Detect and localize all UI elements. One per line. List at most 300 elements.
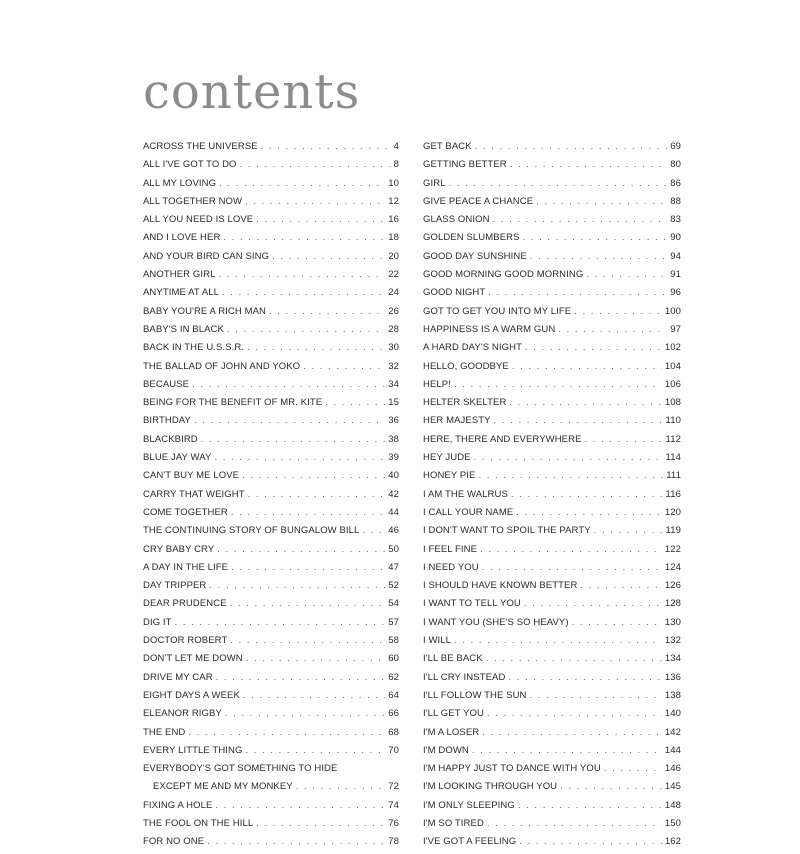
dot-leader <box>325 396 385 410</box>
toc-entry-title: BIRTHDAY <box>143 415 191 427</box>
toc-entry-page: 83 <box>670 214 681 226</box>
dot-leader <box>454 378 662 392</box>
dot-leader <box>488 286 667 300</box>
dot-leader <box>217 543 385 557</box>
toc-entry <box>423 268 681 286</box>
toc-entry <box>423 213 681 231</box>
toc-entry-page: 96 <box>670 287 681 299</box>
toc-entry-page: 47 <box>388 561 399 573</box>
toc-entry-title: A DAY IN THE LIFE <box>143 561 229 573</box>
toc-entry-title: I'LL BE BACK <box>423 653 483 665</box>
toc-entry <box>423 469 681 487</box>
toc-entry-title: THE CONTINUING STORY OF BUNGALOW BILL <box>143 525 360 537</box>
toc-entry-title: THE BALLAD OF JOHN AND YOKO <box>143 360 301 372</box>
toc-entry-title: THE END <box>143 726 186 738</box>
toc-entry-page: 36 <box>388 415 399 427</box>
toc-entry-title: GIRL <box>423 177 446 189</box>
toc-entry <box>423 671 681 689</box>
dot-leader <box>486 652 662 666</box>
toc-entry <box>423 652 681 670</box>
dot-leader <box>231 561 385 575</box>
toc-entry <box>143 213 399 231</box>
toc-entry-page: 58 <box>388 635 399 647</box>
toc-entry-title: I'M SO TIRED <box>423 817 484 829</box>
toc-entry <box>423 158 681 176</box>
toc-entry-title: ANYTIME AT ALL <box>143 287 220 299</box>
toc-entry-page: 88 <box>670 195 681 207</box>
toc-entry-title: BACK IN THE U.S.S.R. <box>143 342 245 354</box>
toc-entry <box>143 360 399 378</box>
toc-entry-page: 162 <box>664 836 681 848</box>
toc-entry-page: 124 <box>664 561 681 573</box>
toc-entry <box>143 177 399 195</box>
toc-entry-page: 66 <box>388 708 399 720</box>
toc-entry-title: I AM THE WALRUS <box>423 488 508 500</box>
toc-entry-page: 112 <box>665 433 681 445</box>
toc-entry-page: 10 <box>388 177 399 189</box>
toc-entry <box>143 305 399 323</box>
toc-entry-page: 42 <box>388 488 399 500</box>
toc-entry-page: 102 <box>664 342 681 354</box>
toc-entry-title: BABY YOU'RE A RICH MAN <box>143 305 266 317</box>
toc-entry <box>143 195 399 213</box>
toc-entry-title: I'M LOOKING THROUGH YOU <box>423 781 558 793</box>
toc-entry-title: GLASS ONION <box>423 214 490 226</box>
toc-entry <box>143 250 399 268</box>
toc-entry <box>423 616 681 634</box>
toc-entry-title: ALL YOU NEED IS LOVE <box>143 214 254 226</box>
toc-entry-title: EIGHT DAYS A WEEK <box>143 689 240 701</box>
toc-entry <box>423 488 681 506</box>
contents-left-column <box>143 140 399 854</box>
toc-entry-title: I SHOULD HAVE KNOWN BETTER <box>423 580 578 592</box>
toc-entry-page: 38 <box>388 433 399 445</box>
toc-entry <box>423 286 681 304</box>
toc-entry-page: 132 <box>664 635 681 647</box>
toc-entry <box>423 799 681 817</box>
toc-entry-page: 94 <box>670 250 681 262</box>
toc-entry-page: 130 <box>664 616 681 628</box>
toc-entry-page: 104 <box>664 360 681 372</box>
toc-entry <box>423 433 681 451</box>
dot-leader <box>525 341 662 355</box>
toc-entry-title: GOOD MORNING GOOD MORNING <box>423 269 584 281</box>
dot-leader <box>256 817 385 831</box>
dot-leader <box>478 469 663 483</box>
toc-entry-title: I FEEL FINE <box>423 543 478 555</box>
dot-leader <box>231 506 385 520</box>
dot-leader <box>261 140 391 154</box>
toc-entry <box>423 506 681 524</box>
dot-leader <box>296 780 385 794</box>
toc-entry <box>423 378 681 396</box>
dot-leader <box>240 158 391 172</box>
dot-leader <box>303 360 385 374</box>
toc-entry <box>143 835 399 853</box>
toc-entry-title: ALL MY LOVING <box>143 177 217 189</box>
toc-entry-title: BEING FOR THE BENEFIT OF MR. KITE <box>143 397 323 409</box>
toc-entry-page: 120 <box>664 506 681 518</box>
dot-leader <box>472 744 662 758</box>
toc-entry-title: I WILL <box>423 635 452 647</box>
dot-leader <box>219 177 385 191</box>
toc-entry-page: 70 <box>388 744 399 756</box>
toc-entry <box>143 799 399 817</box>
dot-leader <box>494 414 663 428</box>
toc-entry-title: EVERY LITTLE THING <box>143 744 243 756</box>
toc-entry <box>423 360 681 378</box>
dot-leader <box>245 195 385 209</box>
toc-entry <box>143 286 399 304</box>
toc-entry-page: 30 <box>388 342 399 354</box>
toc-entry-title: ANOTHER GIRL <box>143 269 216 281</box>
toc-entry <box>143 378 399 396</box>
toc-entry-title: I'VE GOT A FEELING <box>423 836 517 848</box>
toc-entry-title: BECAUSE <box>143 378 190 390</box>
dot-leader <box>512 360 662 374</box>
toc-entry-title: DON'T LET ME DOWN <box>143 653 243 665</box>
dot-leader <box>216 671 386 685</box>
toc-entry-title: ELEANOR RIGBY <box>143 708 222 720</box>
toc-entry-page: 91 <box>670 269 681 281</box>
toc-entry-page: 76 <box>388 817 399 829</box>
toc-entry-title: DAY TRIPPER <box>143 580 207 592</box>
toc-entry <box>143 671 399 689</box>
toc-entry <box>143 323 399 341</box>
toc-entry-title: I'LL CRY INSTEAD <box>423 671 506 683</box>
dot-leader <box>223 231 385 245</box>
toc-entry-page: 54 <box>388 598 399 610</box>
toc-entry-title: BLUE JAY WAY <box>143 452 212 464</box>
dot-leader <box>524 597 662 611</box>
toc-entry-title: BABY'S IN BLACK <box>143 323 224 335</box>
toc-entry <box>143 762 399 780</box>
toc-entry-title: CRY BABY CRY <box>143 543 215 555</box>
toc-entry-title: HAPPINESS IS A WARM GUN <box>423 323 556 335</box>
dot-leader <box>604 762 662 776</box>
dot-leader <box>242 469 385 483</box>
dot-leader <box>175 616 386 630</box>
toc-entry-title: A HARD DAY'S NIGHT <box>423 342 522 354</box>
dot-leader <box>482 561 662 575</box>
toc-entry-page: 144 <box>664 744 681 756</box>
dot-leader <box>474 451 663 465</box>
toc-entry <box>143 634 399 652</box>
toc-entry-title: CAN'T BUY ME LOVE <box>143 470 240 482</box>
toc-entry <box>423 780 681 798</box>
toc-entry-page: 86 <box>670 177 681 189</box>
dot-leader <box>586 268 667 282</box>
toc-entry-title: GOOD NIGHT <box>423 287 486 299</box>
toc-entry <box>423 341 681 359</box>
toc-entry-page: 28 <box>388 323 399 335</box>
toc-entry <box>143 543 399 561</box>
toc-entry-title: I NEED YOU <box>423 561 479 573</box>
toc-entry <box>143 506 399 524</box>
toc-entry-title: GOLDEN SLUMBERS <box>423 232 520 244</box>
toc-entry-page: 100 <box>664 305 681 317</box>
toc-entry-page: 126 <box>664 580 681 592</box>
toc-entry <box>423 561 681 579</box>
dot-leader <box>585 433 663 447</box>
toc-entry <box>423 396 681 414</box>
toc-entry <box>143 231 399 249</box>
toc-entry-page: 22 <box>388 269 399 281</box>
toc-entry-page: 111 <box>666 470 681 482</box>
toc-entry <box>423 177 681 195</box>
toc-entry-title: I'M HAPPY JUST TO DANCE WITH YOU <box>423 763 601 775</box>
dot-leader <box>560 780 662 794</box>
toc-entry-page: 62 <box>388 671 399 683</box>
toc-entry <box>143 652 399 670</box>
contents-right-column <box>423 140 681 854</box>
toc-entry-title: ACROSS THE UNIVERSE <box>143 141 258 152</box>
dot-leader <box>230 634 385 648</box>
toc-entry-page: 148 <box>664 799 681 811</box>
toc-entry-page: 69 <box>670 141 681 152</box>
toc-entry <box>143 396 399 414</box>
toc-entry-page: 146 <box>664 763 681 775</box>
toc-entry-title: DEAR PRUDENCE <box>143 598 227 610</box>
toc-entry-page: 39 <box>388 452 399 464</box>
toc-entry-title: I'LL GET YOU <box>423 708 484 720</box>
toc-entry <box>423 231 681 249</box>
dot-leader <box>518 799 662 813</box>
toc-entry-page: 64 <box>388 689 399 701</box>
toc-entry-title: HONEY PIE <box>423 470 476 482</box>
toc-entry-title: GOT TO GET YOU INTO MY LIFE <box>423 305 572 317</box>
toc-entry-page: 40 <box>388 470 399 482</box>
dot-leader <box>230 597 386 611</box>
toc-entry <box>143 561 399 579</box>
toc-entry-page: 24 <box>388 287 399 299</box>
toc-entry <box>143 744 399 762</box>
toc-entry-title: EXCEPT ME AND MY MONKEY <box>153 781 293 793</box>
toc-entry-page: 44 <box>388 506 399 518</box>
toc-entry-page: 78 <box>388 836 399 848</box>
dot-leader <box>516 506 662 520</box>
toc-entry-title: I'M ONLY SLEEPING <box>423 799 515 811</box>
toc-entry-title: I DON'T WANT TO SPOIL THE PARTY <box>423 525 591 537</box>
toc-entry-page: 15 <box>388 397 399 409</box>
toc-entry-page: 136 <box>664 671 681 683</box>
toc-entry-title: I'M A LOSER <box>423 726 480 738</box>
toc-entry <box>143 689 399 707</box>
toc-entry-title: ALL I'VE GOT TO DO <box>143 159 237 171</box>
dot-leader <box>510 158 667 172</box>
toc-entry <box>143 341 399 359</box>
dot-leader <box>201 433 385 447</box>
toc-entry-page: 142 <box>664 726 681 738</box>
toc-entry <box>423 634 681 652</box>
toc-entry <box>423 762 681 780</box>
dot-leader <box>194 414 385 428</box>
toc-entry-title: FIXING A HOLE <box>143 799 213 811</box>
toc-entry-page: 50 <box>388 543 399 555</box>
dot-leader <box>207 835 385 849</box>
toc-entry-page: 20 <box>388 250 399 262</box>
toc-entry-page: 150 <box>664 817 681 829</box>
toc-entry-page: 26 <box>388 305 399 317</box>
toc-entry <box>143 579 399 597</box>
dot-leader <box>530 689 662 703</box>
toc-entry-title: I WANT YOU (SHE'S SO HEAVY) <box>423 616 569 628</box>
dot-leader <box>209 579 385 593</box>
dot-leader <box>536 195 667 209</box>
toc-entry-page: 114 <box>665 452 681 464</box>
toc-entry-title: THE FOOL ON THE HILL <box>143 817 254 829</box>
dot-leader <box>272 250 385 264</box>
toc-entry-title: GOOD DAY SUNSHINE <box>423 250 527 262</box>
dot-leader <box>247 341 385 355</box>
dot-leader <box>508 671 661 685</box>
toc-entry <box>143 140 399 158</box>
toc-entry-page: 68 <box>388 726 399 738</box>
toc-entry <box>423 817 681 835</box>
toc-entry-title: BLACKBIRD <box>143 433 198 445</box>
toc-entry-title: HELTER SKELTER <box>423 397 507 409</box>
page-title: contents <box>143 64 361 120</box>
toc-entry-title: FOR NO ONE <box>143 836 205 848</box>
toc-entry <box>423 744 681 762</box>
toc-entry-title: I'M DOWN <box>423 744 469 756</box>
dot-leader <box>523 231 668 245</box>
dot-leader <box>248 488 386 502</box>
toc-entry-title: HERE, THERE AND EVERYWHERE <box>423 433 582 445</box>
dot-leader <box>511 488 663 502</box>
dot-leader <box>192 378 385 392</box>
toc-entry-title: COME TOGETHER <box>143 506 228 518</box>
toc-entry-title: GET BACK <box>423 141 472 152</box>
dot-leader <box>227 323 385 337</box>
toc-entry-page: 106 <box>664 378 681 390</box>
toc-entry <box>423 524 681 542</box>
toc-entry <box>143 726 399 744</box>
toc-entry <box>143 616 399 634</box>
toc-entry <box>423 543 681 561</box>
dot-leader <box>480 543 662 557</box>
toc-entry-page: 80 <box>670 159 681 171</box>
toc-entry-page: 108 <box>664 397 681 409</box>
toc-entry-page: 90 <box>670 232 681 244</box>
toc-entry-title: AND YOUR BIRD CAN SING <box>143 250 270 262</box>
toc-entry-page: 128 <box>664 598 681 610</box>
toc-entry-page: 32 <box>388 360 399 372</box>
toc-entry-title: DRIVE MY CAR <box>143 671 213 683</box>
dot-leader <box>269 305 385 319</box>
toc-entry <box>423 414 681 432</box>
toc-entry-page: 134 <box>664 653 681 665</box>
dot-leader <box>362 524 385 538</box>
toc-entry-page: 119 <box>665 525 681 537</box>
toc-entry-page: 72 <box>388 781 399 793</box>
toc-entry <box>143 488 399 506</box>
dot-leader <box>245 744 385 758</box>
toc-entry-title: HELP! <box>423 378 451 390</box>
dot-leader <box>475 140 668 154</box>
dot-leader <box>188 726 385 740</box>
dot-leader <box>572 616 662 630</box>
toc-entry-title: GETTING BETTER <box>423 159 507 171</box>
dot-leader <box>482 726 662 740</box>
toc-entry-page: 8 <box>393 159 399 171</box>
dot-leader <box>493 213 668 227</box>
dot-leader <box>214 451 385 465</box>
toc-entry-page: 34 <box>388 378 399 390</box>
toc-entry <box>423 323 681 341</box>
toc-entry <box>423 579 681 597</box>
toc-entry <box>143 469 399 487</box>
toc-entry-title: ALL TOGETHER NOW <box>143 195 243 207</box>
dot-leader <box>243 689 385 703</box>
toc-entry-page: 74 <box>388 799 399 811</box>
dot-leader <box>225 707 385 721</box>
toc-entry <box>143 268 399 286</box>
toc-entry <box>423 689 681 707</box>
dot-leader <box>509 396 661 410</box>
dot-leader <box>580 579 661 593</box>
toc-entry <box>423 451 681 469</box>
dot-leader <box>449 177 668 191</box>
toc-entry-title: EVERYBODY'S GOT SOMETHING TO HIDE <box>143 763 338 775</box>
toc-entry-page: 122 <box>664 543 681 555</box>
toc-entry-title: DIG IT <box>143 616 172 628</box>
toc-entry <box>143 433 399 451</box>
toc-entry-title: HER MAJESTY <box>423 415 491 427</box>
toc-entry <box>423 305 681 323</box>
dot-leader <box>256 213 385 227</box>
toc-entry <box>423 597 681 615</box>
toc-entry-page: 4 <box>393 141 399 152</box>
toc-entry <box>143 780 399 798</box>
dot-leader <box>218 268 385 282</box>
toc-entry-page: 116 <box>665 488 681 500</box>
toc-entry-page: 138 <box>664 689 681 701</box>
toc-entry-title: HELLO, GOODBYE <box>423 360 509 372</box>
toc-entry-page: 97 <box>670 323 681 335</box>
dot-leader <box>530 250 667 264</box>
toc-entry <box>423 707 681 725</box>
toc-entry <box>143 451 399 469</box>
toc-entry-page: 145 <box>664 781 681 793</box>
toc-entry-title: AND I LOVE HER <box>143 232 221 244</box>
toc-entry-page: 18 <box>388 232 399 244</box>
dot-leader <box>454 634 662 648</box>
toc-entry-title: CARRY THAT WEIGHT <box>143 488 245 500</box>
toc-entry <box>143 817 399 835</box>
toc-entry-title: HEY JUDE <box>423 452 471 464</box>
toc-entry-title: DOCTOR ROBERT <box>143 635 228 647</box>
dot-leader <box>222 286 385 300</box>
toc-entry <box>143 524 399 542</box>
toc-entry-title: I CALL YOUR NAME <box>423 506 514 518</box>
dot-leader <box>215 799 385 813</box>
dot-leader <box>519 835 662 849</box>
dot-leader <box>558 323 667 337</box>
toc-entry <box>423 140 681 158</box>
toc-entry-title: I'LL FOLLOW THE SUN <box>423 689 527 701</box>
dot-leader <box>246 652 385 666</box>
toc-entry <box>423 726 681 744</box>
toc-entry-page: 12 <box>388 195 399 207</box>
toc-entry-page: 57 <box>388 616 399 628</box>
toc-entry-page: 52 <box>388 580 399 592</box>
toc-entry-page: 60 <box>388 653 399 665</box>
dot-leader <box>487 707 662 721</box>
toc-entry <box>143 597 399 615</box>
toc-entry <box>423 195 681 213</box>
toc-entry-title: GIVE PEACE A CHANCE <box>423 195 534 207</box>
